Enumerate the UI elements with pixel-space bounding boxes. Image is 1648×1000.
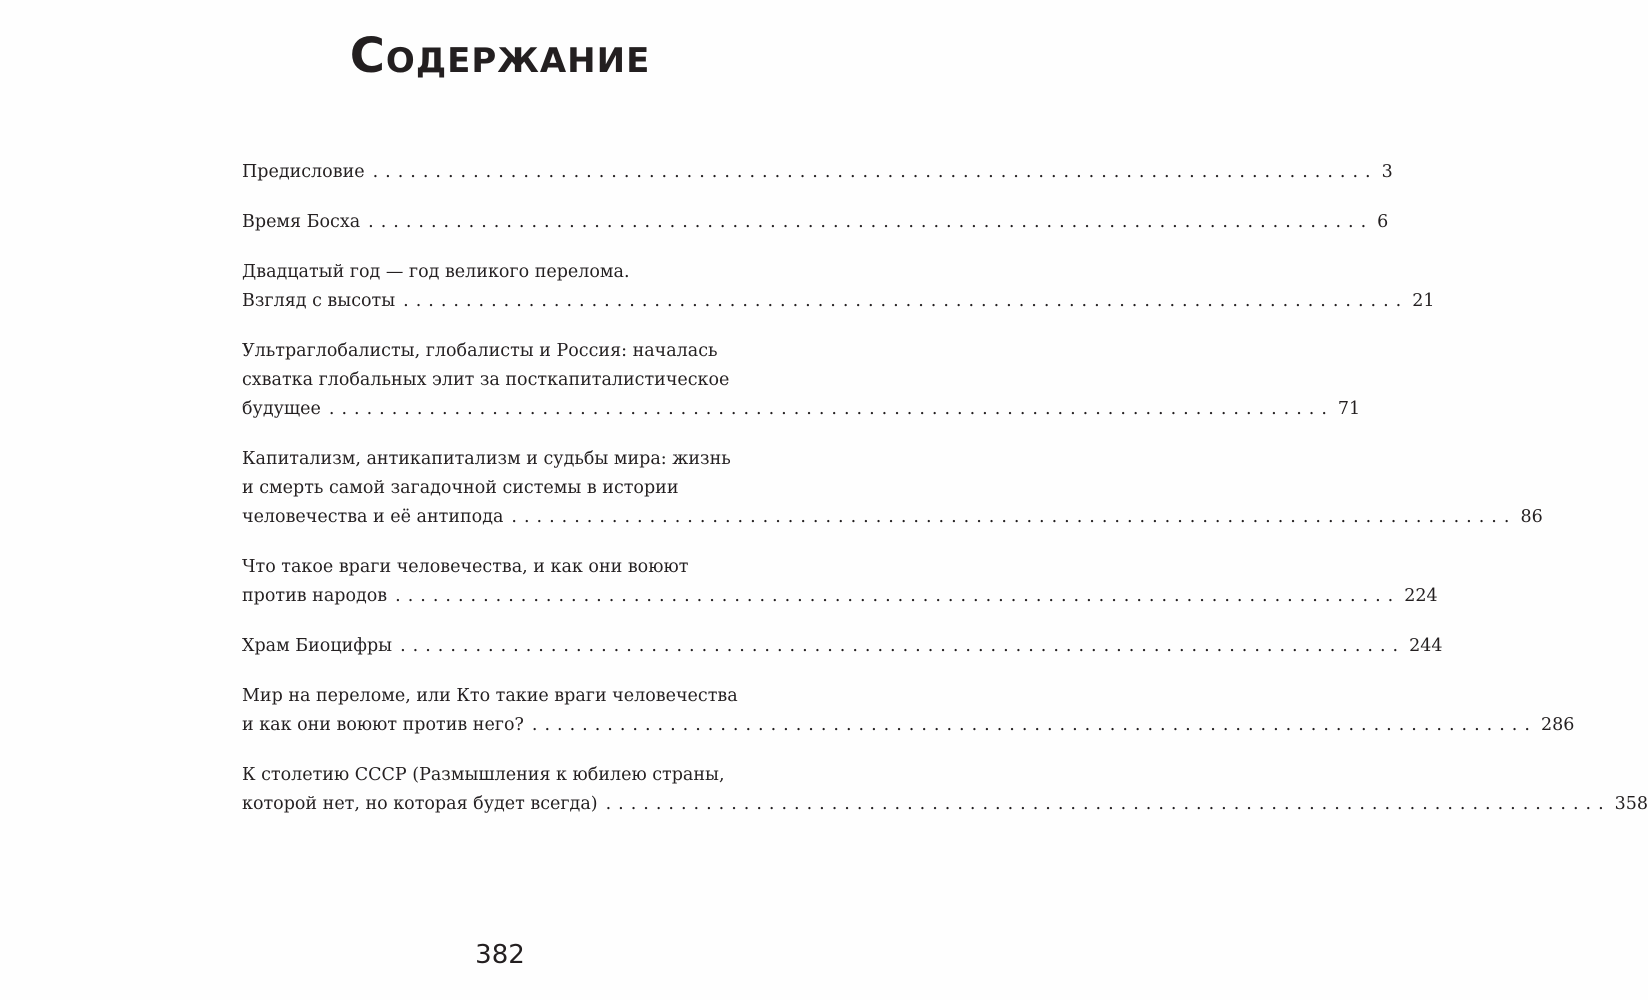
dot-leader: ................................................................................ — [403, 291, 1409, 311]
toc-entry-title-line: Храм Биоцифры — [242, 636, 393, 656]
dot-leader: ................................................................................ — [368, 212, 1374, 232]
toc-entry-last-line — [242, 158, 1393, 187]
dot-leader: ................................................................................ — [511, 507, 1517, 527]
toc-entry — [242, 158, 1393, 187]
toc-entry-last-line — [242, 287, 1435, 316]
toc-entry-title-line: которой нет, но которая будет всегда) — [242, 794, 598, 814]
toc-entry-title-line: против народов — [242, 586, 388, 606]
page-number: 382 — [475, 940, 525, 970]
toc-entry-last-line — [242, 582, 1438, 611]
dot-leader: ................................................................................ — [400, 636, 1406, 656]
dot-leader: ................................................................................ — [395, 586, 1401, 606]
toc-entry-page-number: 86 — [1520, 507, 1543, 527]
toc-entry — [242, 258, 1435, 316]
dot-leader: ................................................................................ — [531, 715, 1537, 735]
toc-entry — [242, 761, 1648, 819]
toc-entry-title-line: К столетию СССР (Размышления к юбилею страны, — [242, 765, 725, 785]
toc-entry-last-line — [242, 790, 1648, 819]
toc-entry-page-number: 3 — [1381, 162, 1393, 182]
toc-entry-page-number: 358 — [1614, 794, 1648, 814]
dot-leader: ................................................................................ — [328, 399, 1334, 419]
toc-entry-title-line: человечества и её антипода — [242, 507, 504, 527]
toc-entry-title-line: Предисловие — [242, 162, 365, 182]
toc-entry-title-line: Капитализм, антикапитализм и судьбы мира: жизнь — [242, 449, 731, 469]
toc-entry — [242, 553, 1438, 611]
toc-entry — [242, 208, 1389, 237]
toc-entry-title-line: и смерть самой загадочной системы в истории — [242, 478, 679, 498]
toc-entry-title-line: Двадцатый год — год великого перелома. — [242, 262, 630, 282]
toc-entry-title-line: Ультраглобалисты, глобалисты и Россия: началась — [242, 341, 718, 361]
toc-entry-page-number: 244 — [1409, 636, 1443, 656]
toc-entry-title-line: схватка глобальных элит за посткапиталистическое — [242, 370, 730, 390]
toc-entry-page-number: 6 — [1377, 212, 1389, 232]
toc-entry-last-line — [242, 632, 1443, 661]
table-of-contents — [242, 158, 1648, 840]
dot-leader: ................................................................................ — [605, 794, 1611, 814]
toc-entry-page-number: 71 — [1337, 399, 1361, 419]
toc-entry-page-number: 21 — [1412, 291, 1435, 311]
toc-entry — [242, 445, 1543, 532]
toc-entry-title-line: Мир на переломе, или Кто такие враги человечества — [242, 686, 738, 706]
toc-entry-title-line: Что такое враги человечества, и как они воюют — [242, 557, 689, 577]
toc-entry-last-line — [242, 711, 1575, 740]
toc-entry-title-line: Время Босха — [242, 212, 361, 232]
toc-entry-title-line: и как они воюют против него? — [242, 715, 524, 735]
toc-entry — [242, 337, 1361, 424]
toc-entry-last-line — [242, 208, 1389, 237]
toc-entry-title-line: Взгляд с высоты — [242, 291, 396, 311]
toc-entry-page-number: 224 — [1404, 586, 1438, 606]
page-title: Содержание — [349, 28, 651, 84]
toc-entry-title-line: будущее — [242, 399, 321, 419]
toc-entry-last-line — [242, 503, 1543, 532]
toc-entry — [242, 682, 1575, 740]
dot-leader: ................................................................................ — [372, 162, 1378, 182]
toc-entry-page-number: 286 — [1540, 715, 1575, 735]
toc-entry-last-line — [242, 395, 1361, 424]
toc-entry — [242, 632, 1443, 661]
